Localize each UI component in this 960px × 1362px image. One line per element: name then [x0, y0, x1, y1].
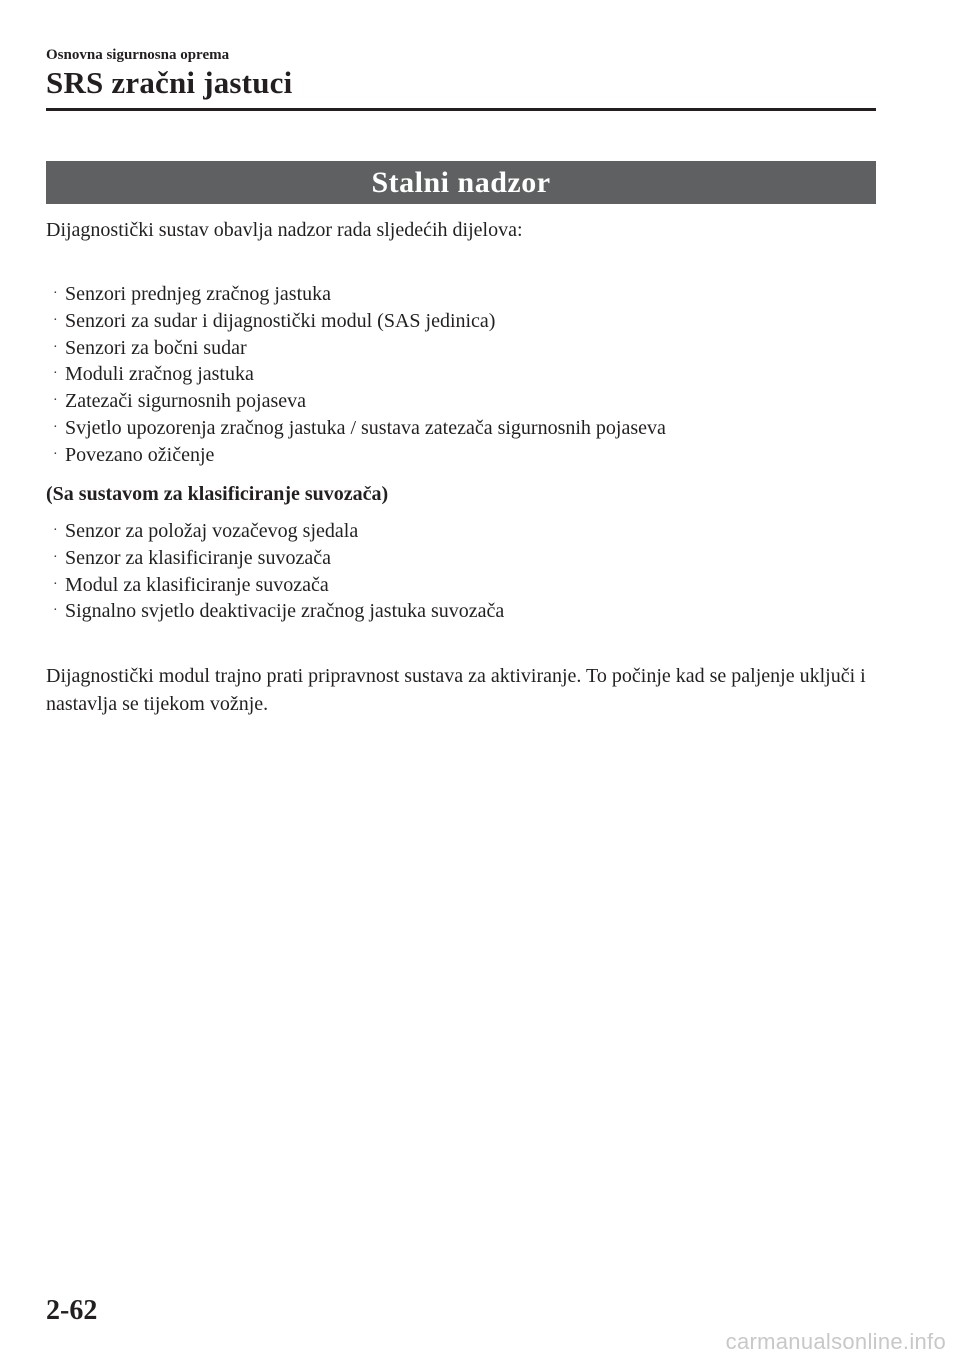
list-item-text: Svjetlo upozorenja zračnog jastuka / sustava zatezača sigurnosnih pojaseva — [65, 416, 666, 439]
section-banner-title: Stalni nadzor — [371, 165, 551, 199]
bullet-icon: · — [53, 549, 58, 565]
bullet-icon: · — [53, 419, 58, 435]
bullet-icon: · — [53, 603, 58, 619]
list-item-text: Zatezači sigurnosnih pojaseva — [65, 390, 307, 413]
bullet-icon: · — [53, 366, 58, 382]
section-label: Osnovna sigurnosna oprema — [46, 47, 230, 63]
list-item-text: Senzori prednjeg zračnog jastuka — [65, 283, 332, 305]
list-item — [46, 545, 504, 572]
list-item-text: Senzor za klasificiranje suvozača — [65, 546, 331, 569]
list-item-text: Senzori za sudar i dijagnostički modul (SAS jedinica) — [65, 309, 496, 332]
list-item — [46, 598, 504, 625]
list-item-text: Povezano ožičenje — [65, 443, 215, 466]
list-item — [46, 308, 666, 335]
page-number: 2-62 — [46, 1295, 98, 1326]
list-item-text: Senzori za bočni sudar — [65, 336, 247, 359]
monitored-components-list — [46, 281, 666, 469]
bullet-icon: · — [53, 339, 58, 355]
bullet-icon: · — [53, 523, 58, 538]
list-item-text: Senzor za položaj vozačevog sjedala — [65, 520, 359, 542]
bullet-icon: · — [53, 446, 58, 462]
list-item — [46, 388, 666, 415]
list-item — [46, 518, 504, 545]
bullet-icon: · — [53, 576, 58, 592]
list-item — [46, 335, 666, 362]
list-item — [46, 572, 504, 599]
list-item-text: Moduli zračnog jastuka — [65, 363, 254, 386]
intro-paragraph: Dijagnostički sustav obavlja nadzor rada sljedećih dijelova: — [46, 219, 523, 241]
header-divider — [46, 108, 876, 111]
chapter-title: SRS zračni jastuci — [46, 65, 293, 100]
watermark-text: carmanualsonline.info — [725, 1329, 946, 1354]
list-item — [46, 442, 666, 469]
list-item-text: Signalno svjetlo deaktivacije zračnog jastuka suvozača — [65, 600, 505, 623]
section-banner — [46, 161, 876, 204]
closing-paragraph: Dijagnostički modul trajno prati pripravnost sustava za aktiviranje. To počinje kad se paljenje uključi i nastavlja se tijekom vožnje. — [46, 665, 866, 715]
bullet-icon: · — [53, 286, 58, 301]
list-item — [46, 281, 666, 308]
list-item — [46, 415, 666, 442]
list-item — [46, 361, 666, 388]
bullet-icon: · — [53, 393, 58, 409]
classification-components-list — [46, 518, 504, 625]
list-item-text: Modul za klasificiranje suvozača — [65, 573, 329, 596]
bullet-icon: · — [53, 312, 58, 328]
classification-subheading: (Sa sustavom za klasificiranje suvozača) — [46, 483, 389, 505]
